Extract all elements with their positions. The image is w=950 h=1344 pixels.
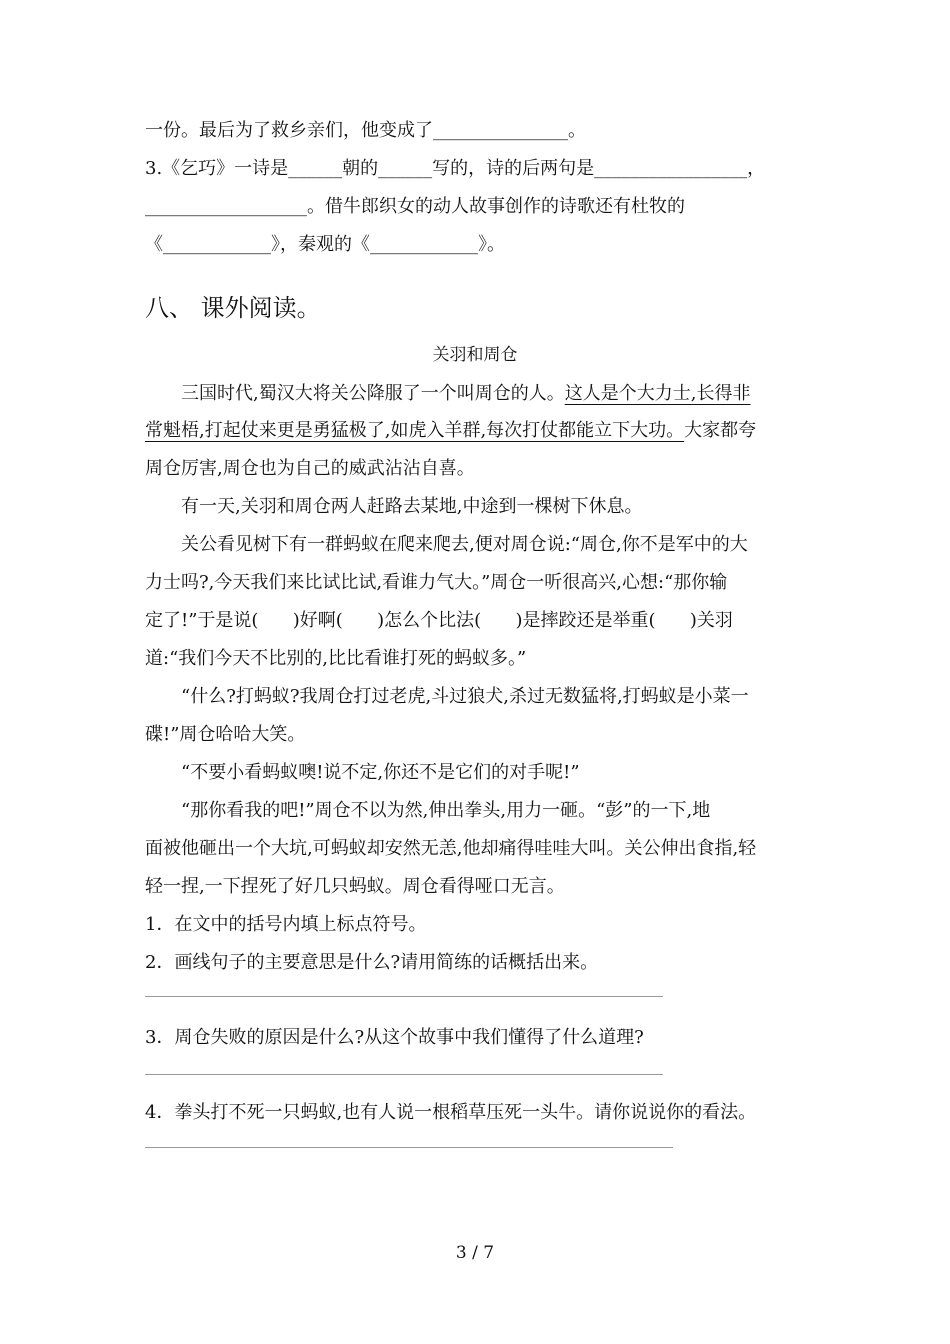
question-3-line: 3.《乞巧》一诗是______朝的______写的，诗的后两句是_________________， <box>145 158 766 179</box>
paragraph-text: 三国时代,蜀汉大将关公降服了一个叫周仓的人。 <box>181 383 565 404</box>
text-line-1: 一份。最后为了救乡亲们，他变成了_______________。 <box>145 120 586 141</box>
paragraph-2: 有一天,关羽和周仓两人赶路去某地,中途到一棵树下休息。 <box>181 496 643 517</box>
paragraph-3-line-2: 力士吗?,今天我们来比试比试,看谁力气大。”周仓一听很高兴,心想:“那你输 <box>145 572 728 593</box>
paragraph-3-line-1: 关公看见树下有一群蚂蚁在爬来爬去,便对周仓说:“周仓,你不是军中的大 <box>181 534 748 555</box>
question-4: 4．拳头打不死一只蚂蚁,也有人说一根稻草压死一头牛。请你说说你的看法。 <box>145 1102 757 1123</box>
paragraph-text: 大家都夸 <box>684 420 757 441</box>
underlined-sentence: 这人是个大力士,长得非 <box>564 383 751 404</box>
answer-line-q3[interactable] <box>145 1074 663 1075</box>
paragraph-5: “不要小看蚂蚁噢!说不定,你还不是它们的对手呢!” <box>181 762 580 783</box>
paragraph-1-line-3: 周仓厉害,周仓也为自己的威武沾沾自喜。 <box>145 458 475 479</box>
text-line-4: 《____________》，秦观的《____________》。 <box>145 234 505 255</box>
underlined-sentence: 常魁梧,打起仗来更是勇猛极了,如虎入羊群,每次打仗都能立下大功。 <box>145 420 685 441</box>
page-number: 3 / 7 <box>455 1243 495 1263</box>
paragraph-6-line-2: 面被他砸出一个大坑,可蚂蚁却安然无恙,他却痛得哇哇大叫。关公伸出食指,轻 <box>145 838 757 859</box>
paragraph-4-line-2: 碟!”周仓哈哈大笑。 <box>145 724 306 745</box>
question-3: 3．周仓失败的原因是什么?从这个故事中我们懂得了什么道理? <box>145 1027 644 1048</box>
section-heading: 八、 课外阅读。 <box>145 294 321 322</box>
paragraph-3-line-4: 道:“我们今天不比别的,比比看谁打死的蚂蚁多。” <box>145 648 527 669</box>
story-title: 关羽和周仓 <box>432 345 518 365</box>
paragraph-6-line-1: “那你看我的吧!”周仓不以为然,伸出拳头,用力一砸。“彭”的一下,地 <box>181 800 711 821</box>
paragraph-4-line-1: “什么?打蚂蚁?我周仓打过老虎,斗过狼犬,杀过无数猛将,打蚂蚁是小菜一 <box>181 686 749 707</box>
paragraph-3-line-3: 定了!”于是说( )好啊( )怎么个比法( )是摔跤还是举重( )关羽 <box>145 610 733 631</box>
paragraph-1-line-2 <box>145 419 805 443</box>
question-2: 2．画线句子的主要意思是什么?请用简练的话概括出来。 <box>145 952 599 973</box>
answer-line-q4[interactable] <box>145 1147 673 1148</box>
text-line-3: __________________。借牛郎织女的动人故事创作的诗歌还有杜牧的 <box>145 196 685 217</box>
answer-line-q2[interactable] <box>145 996 663 997</box>
paragraph-1-line-1 <box>145 382 805 406</box>
question-1: 1．在文中的括号内填上标点符号。 <box>145 914 427 935</box>
paragraph-6-line-3: 轻一捏,一下捏死了好几只蚂蚁。周仓看得哑口无言。 <box>145 876 565 897</box>
